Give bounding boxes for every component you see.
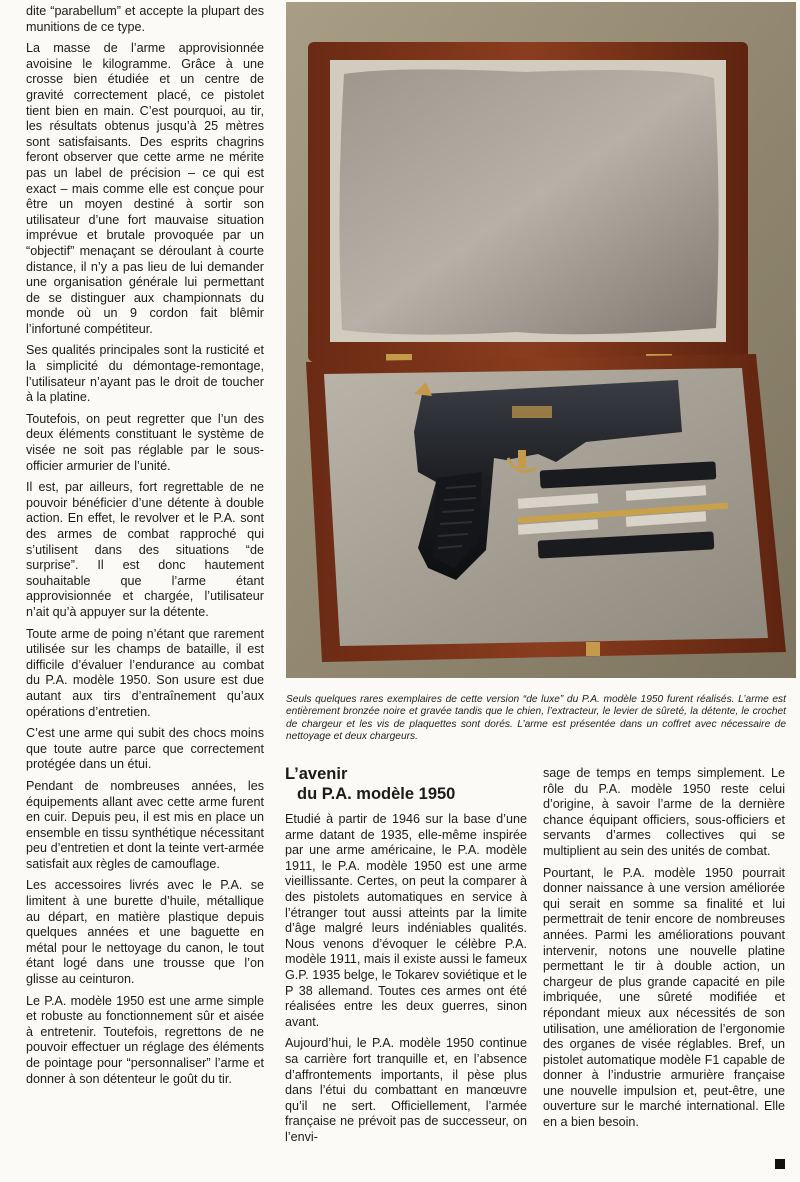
section-heading-line: L’avenir (285, 765, 348, 783)
photo-caption: Seuls quelques rares exemplaires de cette version “de luxe” du P.A. modèle 1950 furent réalisés. L’arme est entièrement bronzée noire et gravée tandis que le chien, l’extracteur, le levier de sûreté, la détente, le crochet de chargeur et les vis de plaquettes sont dorés. L’arme est présentée dans un coffret avec nécessaire de nettoyage et deux chargeurs. (286, 694, 786, 743)
end-of-article-mark (775, 1159, 785, 1169)
paragraph: Toute arme de poing n’étant que rarement utilisée sur les champs de bataille, il est difficile d’évaluer l’endurance au combat du P.A. modèle 1950. Son usure est due autant aux tirs d’entraînement qu’aux opérations d’entretien. (26, 626, 264, 719)
paragraph: dite “parabellum” et accepte la plupart des munitions de ce type. (26, 4, 264, 34)
left-text-column (26, 4, 264, 1093)
section-heading (285, 764, 525, 804)
section-heading-line: du P.A. modèle 1950 (297, 785, 456, 803)
paragraph: Les accessoires livrés avec le P.A. se limitent à une burette d’huile, métallique au départ, en matière plastique depuis quelques années et une baguette en métal pour le nettoyage du canon, le tout étant logé dans une trousse que l’on glisse au ceinturon. (26, 878, 264, 987)
pistol-case-illustration (286, 2, 796, 678)
paragraph: Toutefois, on peut regretter que l’un des deux éléments constituant le système de visée ne soit pas réglable par le sous-officier armurier de l’unité. (26, 411, 264, 473)
right-text-column (543, 766, 785, 1137)
paragraph: C’est une arme qui subit des chocs moins que toute autre parce que correctement protégée dans un étui. (26, 726, 264, 772)
paragraph: Aujourd’hui, le P.A. modèle 1950 continue sa carrière fort tranquille et, en l’absence d’affrontements importants, il pèse plus dans l’étui du combattant en manœuvre qu’il ne sert. Officiellement, l’armée française ne prévoit pas de successeur, on l’envi- (285, 1036, 527, 1144)
paragraph: Etudié à partir de 1946 sur la base d’une arme datant de 1935, elle-même inspirée par une arme américaine, le P.A. modèle 1911, le P.A. modèle 1950 est une arme vieillissante. Certes, on peut la comparer à des pistolets automatiques en service à l’étranger tout aussi atteints par la limite d’âge malgré leurs indéniables qualités. Nous venons d’évoquer le célèbre P.A. modèle 1911, mais il existe aussi le fameux G.P. 1935 belge, le Tokarev soviétique et le P 38 allemand. Toutes ces armes ont été réalisées entre les deux guerres, sinon avant. (285, 812, 527, 1029)
paragraph: Le P.A. modèle 1950 est une arme simple et robuste au fonctionnement sûr et aisée à entretenir. Toutefois, regrettons de ne pouvoir effectuer un réglage des éléments de pointage pour “personnaliser” l’arme et donner à son détenteur le goût du tir. (26, 993, 264, 1086)
paragraph: Pendant de nombreuses années, les équipements allant avec cette arme furent en cuir. Depuis peu, il est mis en place un ensemble en tissu synthétique nécessitant peu d’entretien et dont la teinte vert-armée satisfait aux règles de camouflage. (26, 778, 264, 871)
paragraph: La masse de l’arme approvisionnée avoisine le kilogramme. Grâce à une crosse bien étudiée et un centre de gravité correctement placé, ce pistolet tient bien en main. C’est pourquoi, au tir, les résultats obtenus jusqu’à 25 mètres sont satisfaisants. Des esprits chagrins feront observer que cette arme ne mérite pas un label de précision – ce qui est exact – mais comme elle est conçue pour être un moyen destiné à sortir son utilisateur d’une fort mauvaise situation imprévue et brutale provoquée par un “objectif” menaçant se déroulant à courte distance, il n’y a pas lieu de lui demander une organisation générale lui permettant de se distinguer aux championnats du monde où un 9 cordon fait blêmir l’infortuné compétiteur. (26, 41, 264, 336)
paragraph: Ses qualités principales sont la rusticité et la simplicité du démontage-remontage, l’utilisateur n’ayant pas le droit de toucher à la platine. (26, 343, 264, 405)
lid-velvet-cushion (339, 69, 718, 334)
paragraph: sage de temps en temps simplement. Le rôle du P.A. modèle 1950 reste celui d’origine, à savoir l’arme de la dernière chance équipant officiers, sous-officiers et servants d’armes collectives qui se multiplient au sein des unités de combat. (543, 766, 785, 858)
middle-text-column (285, 812, 527, 1151)
paragraph: Il est, par ailleurs, fort regrettable de ne pouvoir bénéficier d’une détente à double action. En effet, le revolver et le P.A. sont des armes de combat rapproché qui s’utilisent dans des situations “de surprise”. Il est donc hautement souhaitable que l’arme étant approvisionnée et chargée, l’utilisateur n’ait qu’à appuyer sur la détente. (26, 480, 264, 619)
pistol-case-photo (286, 2, 796, 678)
paragraph: Pourtant, le P.A. modèle 1950 pourrait donner naissance à une version améliorée qui serait en somme sa finalité et lui permettrait de tenir encore de nombreuses années. Parmi les améliorations pouvant intervenir, notons une nouvelle platine permettant le tir à double action, un chargeur de plus grande capacité en pile imbriquée, une sûreté modifiée et répondant mieux aux nécessités de son utilisation, une amélioration de l’ergonomie des organes de visée réglables. Bref, un pistolet automatique modèle F1 capable de donner à l’industrie armurière française une nouvelle impulsion et, peut-être, une ouverture sur le marché international. Elle en a bien besoin. (543, 865, 785, 1130)
